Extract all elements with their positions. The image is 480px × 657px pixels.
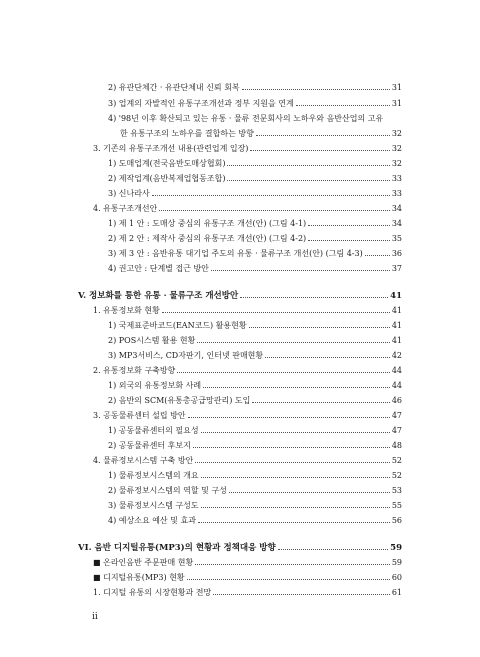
toc-entry-text: 2) 음반의 SCM(유통총공급망관리) 도입	[108, 396, 251, 405]
toc-entry-page: 59	[391, 558, 402, 567]
leader-dots	[249, 320, 390, 328]
leader-dots	[256, 128, 390, 136]
leader-dots	[252, 395, 389, 403]
toc-section-heading	[78, 542, 402, 553]
toc-entry	[108, 500, 402, 511]
leader-dots	[365, 248, 390, 256]
toc-entry	[93, 587, 402, 598]
toc-entry-text: 한 유통구조의 노하우를 결합하는 방향	[120, 129, 254, 138]
page-number: ii	[92, 612, 98, 622]
leader-dots	[265, 350, 390, 358]
toc-entry-text: 3) 신나라사	[108, 189, 150, 198]
toc-entry-text: 4) '98년 이후 확산되고 있는 유통 · 물류 전문회사의 노하우와 음반산업의 고유	[108, 114, 384, 123]
toc-entry-text: 4. 유통구조개선안	[93, 204, 158, 213]
leader-dots	[240, 290, 388, 298]
toc-entry-text: 2) 제작업계(음반복제업협동조합)	[108, 174, 226, 183]
toc-entry	[93, 143, 402, 154]
toc-entry-text: 3) 물류정보시스템 구성도	[108, 501, 199, 510]
toc-entry	[108, 320, 402, 331]
toc-entry	[93, 557, 402, 568]
toc-entry-page: 32	[391, 159, 402, 168]
toc-entry	[93, 365, 402, 376]
toc-entry-text: 4. 물류정보시스템 구축 방안	[93, 456, 194, 465]
toc-entry	[93, 455, 402, 466]
leader-dots	[193, 440, 390, 448]
toc-entry	[108, 173, 402, 184]
toc-entry	[93, 410, 402, 421]
toc-entry-text: 4) 권고안 : 단계별 접근 방안	[108, 264, 209, 273]
leader-dots	[278, 542, 388, 550]
toc-entry-page: 47	[391, 426, 402, 435]
toc-entry-page: 60	[391, 573, 402, 582]
leader-dots	[229, 485, 390, 493]
leader-dots	[201, 500, 390, 508]
toc-entry	[108, 335, 402, 346]
toc-entry	[93, 305, 402, 316]
toc-entry-text: 1. 유통정보화 현황	[93, 306, 160, 315]
toc-entry-text: 1) 물류정보시스템의 개요	[108, 471, 199, 480]
toc-entry-text: V. 정보화를 통한 유통 · 물류구조 개선방안	[78, 291, 239, 301]
toc-entry-text: ■ 온라인음반 주문판매 현황	[93, 558, 194, 567]
toc-entry-text: 2) 물류정보시스템의 역할 및 구성	[108, 486, 227, 495]
toc-entry-text: 2) 공동물류센터 후보지	[108, 441, 191, 450]
toc-entry-page: 44	[391, 381, 402, 390]
toc-section-heading	[78, 290, 402, 301]
leader-dots	[197, 335, 389, 343]
toc-entry-text: 1) 외국의 유통정보화 사례	[108, 381, 202, 390]
leader-dots	[227, 173, 389, 181]
toc-entry-page: 35	[391, 234, 402, 243]
toc-entry-page: 33	[391, 189, 402, 198]
leader-dots	[195, 557, 390, 565]
toc-entry-page: 56	[391, 516, 402, 525]
toc-entry-page: 36	[391, 249, 402, 258]
toc-entry	[93, 203, 402, 214]
leader-dots	[162, 305, 390, 313]
leader-dots	[188, 410, 390, 418]
toc-entry	[108, 188, 402, 199]
toc-entry	[108, 82, 402, 93]
leader-dots	[308, 233, 390, 241]
toc-entry-text: 1) 공동물류센터의 필요성	[108, 426, 199, 435]
leader-dots	[227, 158, 389, 166]
toc-entry-page: 34	[391, 219, 402, 228]
toc-entry-text: ■ 디지털유통(MP3) 현황	[93, 573, 185, 582]
toc-entry-page: 53	[391, 486, 402, 495]
toc-entry	[108, 395, 402, 406]
toc-entry-text: 2. 유통정보화 구축방향	[93, 366, 176, 375]
toc-entry-page: 41	[391, 306, 402, 315]
toc-entry	[108, 425, 402, 436]
toc-entry-text: 2) 유관단체간 · 유관단체내 신뢰 회복	[108, 83, 240, 92]
toc-entry-page: 52	[391, 471, 402, 480]
toc-entry-text: 4) 예상소요 예산 및 효과	[108, 516, 196, 525]
toc-entry	[108, 380, 402, 391]
leader-dots	[296, 98, 390, 106]
toc-entry-text: 1. 디지털 유통의 시장현황과 전망	[93, 588, 212, 597]
leader-dots	[308, 218, 390, 226]
toc-entry-page: 32	[391, 144, 402, 153]
leader-dots	[159, 203, 390, 211]
leader-dots	[177, 365, 390, 373]
leader-dots	[195, 455, 390, 463]
toc-entry	[93, 572, 402, 583]
toc-entry-page: 32	[391, 129, 402, 138]
leader-dots	[203, 380, 390, 388]
leader-dots	[213, 587, 390, 595]
toc-entry-text: 3) 제 3 안 : 음반유통 대기업 주도의 유통 · 물류구조 개선(안) (그림 4-3)	[108, 249, 363, 258]
toc-entry-page: 33	[391, 174, 402, 183]
toc-entry-page: 47	[391, 411, 402, 420]
toc-entry	[108, 263, 402, 274]
toc-entry-page: 52	[391, 456, 402, 465]
toc-entry-text: 2) 제 2 안 : 제작사 중심의 유통구조 개선(안) (그림 4-2)	[108, 234, 307, 243]
toc-entry-text: 3. 공동물류센터 설립 방안	[93, 411, 186, 420]
toc-entry-text: VI. 음반 디지털유통(MP3)의 현황과 정책대응 방향	[78, 543, 276, 553]
leader-dots	[201, 425, 390, 433]
toc-entry-text: 2) POS시스템 활용 현황	[108, 336, 196, 345]
leader-dots	[250, 143, 389, 151]
toc-entry-text: 3) 업계의 자발적인 유통구조개선과 정부 지원을 연계	[108, 99, 294, 108]
toc-entry-page: 46	[391, 396, 402, 405]
toc-entry	[108, 350, 402, 361]
toc-entry-page: 31	[391, 83, 402, 92]
toc-entry-page: 42	[391, 351, 402, 360]
toc-entry-page: 34	[391, 204, 402, 213]
toc-entry	[108, 218, 402, 229]
toc-entry	[120, 128, 402, 139]
toc-entry-text: 1) 제 1 안 : 도매상 중심의 유통구조 개선(안) (그림 4-1)	[108, 219, 307, 228]
toc-entry	[108, 158, 402, 169]
toc-entry	[108, 248, 402, 259]
leader-dots	[152, 188, 390, 196]
toc-entry	[108, 98, 402, 109]
leader-dots	[198, 515, 390, 523]
toc-entry-page: 41	[390, 291, 402, 301]
toc-entry-text: 1) 도매업계(전국음반도매상협회)	[108, 159, 226, 168]
toc-entry-page: 55	[391, 501, 402, 510]
toc-entry-text: 3) MP3서비스, CD자판기, 인터넷 판매현황	[108, 351, 264, 360]
toc-entry-page: 44	[391, 366, 402, 375]
toc-entry-text: 3. 기존의 유통구조개선 내용(관련업계 입장)	[93, 144, 249, 153]
toc-entry-page: 48	[391, 441, 402, 450]
toc-entry-page: 41	[391, 321, 402, 330]
toc-entry-page: 61	[391, 588, 402, 597]
toc-entry	[108, 515, 402, 526]
toc-entry	[108, 485, 402, 496]
toc-entry-page: 41	[391, 336, 402, 345]
toc-entry	[108, 233, 402, 244]
leader-dots	[201, 470, 390, 478]
toc-entry-page: 31	[391, 99, 402, 108]
toc-entry	[108, 470, 402, 481]
toc-entry-page: 37	[391, 264, 402, 273]
toc-entry	[108, 440, 402, 451]
toc-entry-page: 59	[390, 543, 402, 553]
leader-dots	[242, 82, 390, 90]
leader-dots	[187, 572, 390, 580]
leader-dots	[211, 263, 390, 271]
toc-entry-text: 1) 국제표준바코드(EAN코드) 활용현황	[108, 321, 247, 330]
